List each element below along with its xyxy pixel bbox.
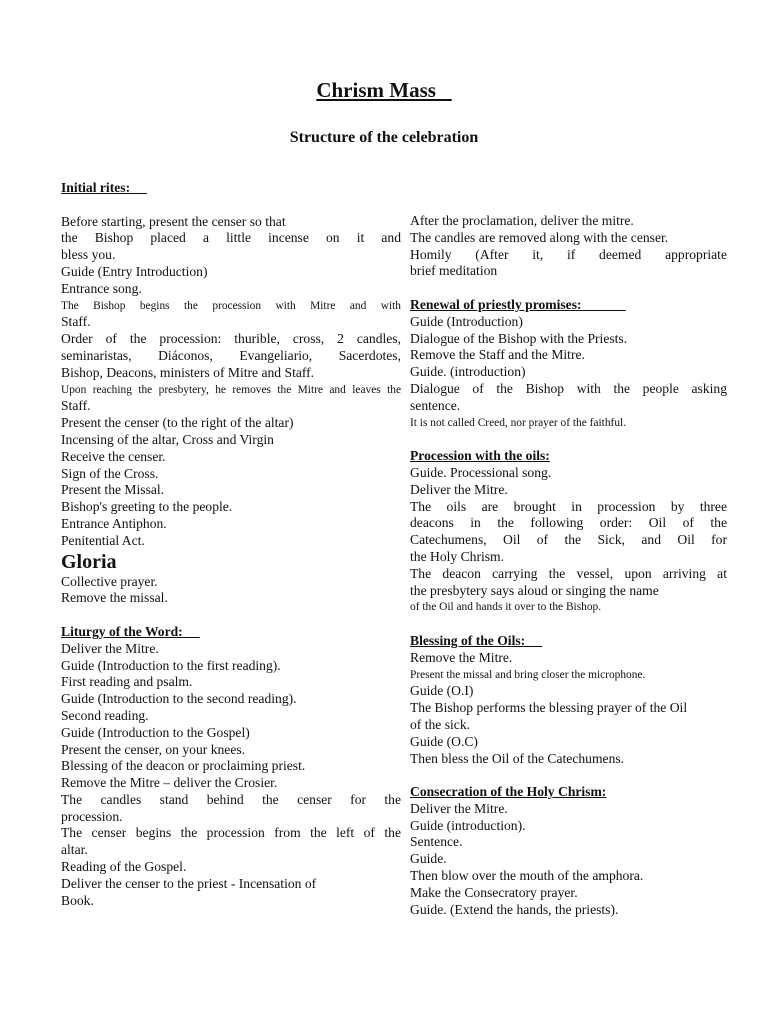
text-line: Present the missal and bring closer the microphone. <box>410 668 646 681</box>
text-line: the Holy Chrism. <box>410 548 505 564</box>
text-line: Bishop's greeting to the people. <box>61 499 233 515</box>
text-line: Guide (introduction). <box>410 817 526 833</box>
text-line: of the sick. <box>410 716 471 732</box>
blank-line <box>410 767 727 784</box>
text-line: bless you. <box>61 247 116 263</box>
text-line: seminaristas, Diáconos, Evangeliario, Sacerdotes, <box>61 347 401 363</box>
text-line: The deacon carrying the vessel, upon arriving at <box>410 565 727 581</box>
text-line: Entrance Antiphon. <box>61 515 167 531</box>
section-heading: Procession with the oils: <box>410 448 550 464</box>
text-line: Sign of the Cross. <box>61 465 159 481</box>
text-line: Collective prayer. <box>61 573 158 589</box>
text-line: The candles stand behind the censer for the <box>61 791 401 807</box>
page-subtitle: Structure of the celebration <box>289 129 479 146</box>
text-line: Reading of the Gospel. <box>61 859 187 875</box>
text-line: After the proclamation, deliver the mitre. <box>410 213 634 228</box>
text-line: Before starting, present the censer so that <box>61 213 286 229</box>
text-line: procession. <box>61 808 123 824</box>
section-heading: Blessing of the Oils: <box>410 632 543 648</box>
text-line: Guide (O.C) <box>410 733 478 749</box>
text-line: Guide (O.I) <box>410 683 474 699</box>
blank-line <box>61 197 401 214</box>
text-line: It is not called Creed, nor prayer of the faithful. <box>410 416 627 429</box>
text-line: Upon reaching the presbytery, he removes the Mitre and leaves the <box>61 383 401 396</box>
text-line: Catechumens, Oil of the Sick, and Oil for <box>410 532 727 548</box>
text-line: The oils are brought in procession by three <box>410 498 727 514</box>
text-line: Entrance song. <box>61 280 142 296</box>
text-line: Incensing of the altar, Cross and Virgin <box>61 431 274 447</box>
text-line: The candles are removed along with the censer. <box>410 229 669 245</box>
text-line: Book. <box>61 892 94 908</box>
section-heading: Consecration of the Holy Chrism: <box>410 784 607 800</box>
text-line: Second reading. <box>61 707 149 723</box>
text-line: deacons in the following order: Oil of the <box>410 515 727 531</box>
text-line: The Bishop performs the blessing prayer of the Oil <box>410 700 688 716</box>
text-line: Sentence. <box>410 834 463 850</box>
text-line: Guide. (introduction) <box>410 364 526 380</box>
text-line: of the Oil and hands it over to the Bishop. <box>410 601 602 614</box>
text-line: Bishop, Deacons, ministers of Mitre and Staff. <box>61 364 315 380</box>
blank-line <box>61 607 401 624</box>
text-line: Dialogue of the Bishop with the people asking <box>410 380 727 396</box>
section-heading: Renewal of priestly promises: <box>410 296 626 312</box>
text-line: Remove the Staff and the Mitre. <box>410 347 585 363</box>
text-line: Present the Missal. <box>61 482 165 498</box>
text-line: Blessing of the deacon or proclaiming priest. <box>61 758 306 774</box>
text-line: Remove the missal. <box>61 590 168 606</box>
text-line: Deliver the Mitre. <box>410 800 508 816</box>
text-line: Dialogue of the Bishop with the Priests. <box>410 330 628 346</box>
text-line: Receive the censer. <box>61 448 166 464</box>
text-line: Order of the procession: thurible, cross, 2 candles, <box>61 331 401 347</box>
text-line: The censer begins the procession from the left of the <box>61 825 401 841</box>
text-line: The Bishop begins the procession with Mitre and with <box>61 299 401 312</box>
text-line: Guide (Introduction to the Gospel) <box>61 724 250 740</box>
text-line: Guide (Entry Introduction) <box>61 263 208 279</box>
section-heading: Initial rites: <box>61 180 148 195</box>
text-line: First reading and psalm. <box>61 674 193 690</box>
text-line: Guide (Introduction) <box>410 313 523 329</box>
text-line: Staff. <box>61 398 91 414</box>
blank-line <box>410 616 727 633</box>
text-line: Make the Consecratory prayer. <box>410 884 578 900</box>
text-line: Deliver the Mitre. <box>410 481 508 497</box>
text-line: Homily (After it, if deemed appropriate <box>410 246 727 262</box>
text-line: Remove the Mitre – deliver the Crosier. <box>61 775 278 791</box>
text-line: the presbytery says aloud or singing the name <box>410 582 659 598</box>
text-line: Gloria <box>61 550 117 573</box>
text-line: Remove the Mitre. <box>410 649 513 665</box>
text-line: Guide. Processional song. <box>410 464 552 480</box>
text-line: sentence. <box>410 397 461 413</box>
right-column <box>410 213 727 918</box>
text-line: brief meditation <box>410 263 498 279</box>
text-line: Staff. <box>61 314 91 330</box>
page-title: Chrism Mass <box>316 78 452 102</box>
text-line: Present the censer, on your knees. <box>61 741 246 757</box>
text-line: Present the censer (to the right of the altar) <box>61 415 294 431</box>
text-line: the Bishop placed a little incense on it and <box>61 230 401 246</box>
text-line: Guide. <box>410 851 447 867</box>
text-line: altar. <box>61 842 88 858</box>
left-column <box>61 180 401 909</box>
blank-line <box>410 431 727 448</box>
text-line: Guide (Introduction to the second reading). <box>61 691 297 707</box>
text-line: Guide. (Extend the hands, the priests). <box>410 901 619 917</box>
text-line: Deliver the censer to the priest - Incensation of <box>61 875 317 891</box>
text-line: Then blow over the mouth of the amphora. <box>410 868 644 884</box>
text-line: Guide (Introduction to the first reading). <box>61 657 281 673</box>
text-line: Penitential Act. <box>61 532 145 548</box>
section-heading: Liturgy of the Word: <box>61 623 200 639</box>
blank-line <box>410 280 727 297</box>
text-line: Then bless the Oil of the Catechumens. <box>410 750 625 766</box>
text-line: Deliver the Mitre. <box>61 640 159 656</box>
